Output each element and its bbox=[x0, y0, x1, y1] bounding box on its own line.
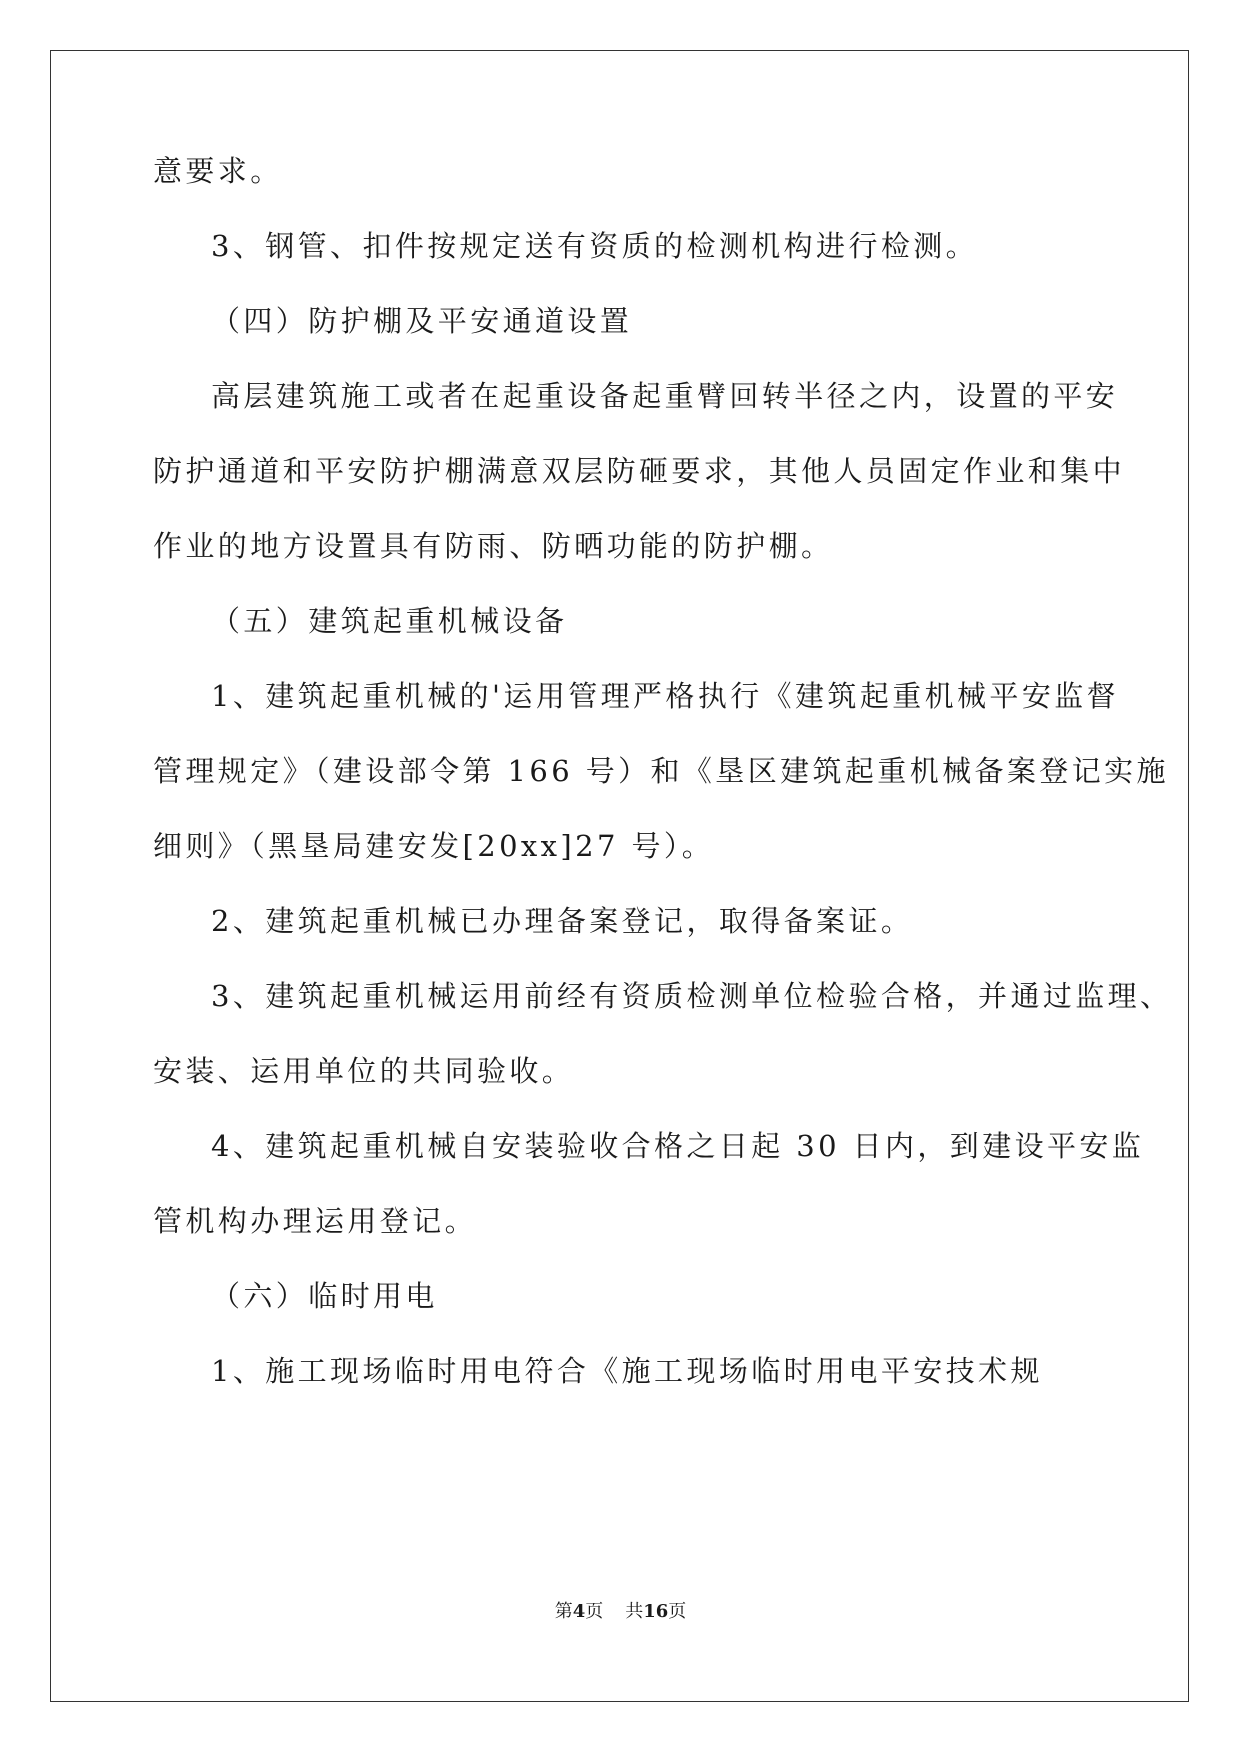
paragraph-line: 细则》（黑垦局建安发[20xx]27 号）。 bbox=[153, 829, 715, 863]
section-heading: （四）防护棚及平安通道设置 bbox=[211, 304, 633, 338]
total-suffix: 页 bbox=[668, 1601, 687, 1622]
paragraph-line: 防护通道和平安防护棚满意双层防砸要求，其他人员固定作业和集中 bbox=[153, 454, 1126, 488]
page-number: 4 bbox=[572, 1601, 586, 1622]
paragraph-line: 1、建筑起重机械的'运用管理严格执行《建筑起重机械平安监督 bbox=[211, 679, 1120, 713]
page-footer bbox=[0, 1600, 1241, 1624]
paragraph-line: 3、钢管、扣件按规定送有资质的检测机构进行检测。 bbox=[211, 229, 979, 263]
paragraph-line: 2、建筑起重机械已办理备案登记，取得备案证。 bbox=[211, 904, 914, 938]
page-suffix: 页 bbox=[585, 1601, 604, 1622]
section-heading: （六）临时用电 bbox=[211, 1279, 438, 1313]
paragraph-line: 管机构办理运用登记。 bbox=[153, 1204, 478, 1238]
section-heading: （五）建筑起重机械设备 bbox=[211, 604, 568, 638]
total-prefix: 共 bbox=[625, 1601, 644, 1622]
paragraph-line: 3、建筑起重机械运用前经有资质检测单位检验合格，并通过监理、 bbox=[211, 979, 1173, 1013]
paragraph-line: 4、建筑起重机械自安装验收合格之日起 30 日内，到建设平安监 bbox=[211, 1129, 1145, 1163]
page-prefix: 第 bbox=[554, 1601, 573, 1622]
total-pages: 16 bbox=[643, 1601, 669, 1622]
paragraph-line: 作业的地方设置具有防雨、防晒功能的防护棚。 bbox=[153, 529, 834, 563]
paragraph-line: 高层建筑施工或者在起重设备起重臂回转半径之内，设置的平安 bbox=[211, 379, 1119, 413]
page-border bbox=[50, 50, 1189, 1702]
paragraph-line: 安装、运用单位的共同验收。 bbox=[153, 1054, 575, 1088]
paragraph-line: 1、施工现场临时用电符合《施工现场临时用电平安技术规 bbox=[211, 1354, 1043, 1388]
paragraph-line: 意要求。 bbox=[153, 154, 283, 188]
paragraph-line: 管理规定》（建设部令第 166 号）和《垦区建筑起重机械备案登记实施 bbox=[153, 754, 1169, 788]
